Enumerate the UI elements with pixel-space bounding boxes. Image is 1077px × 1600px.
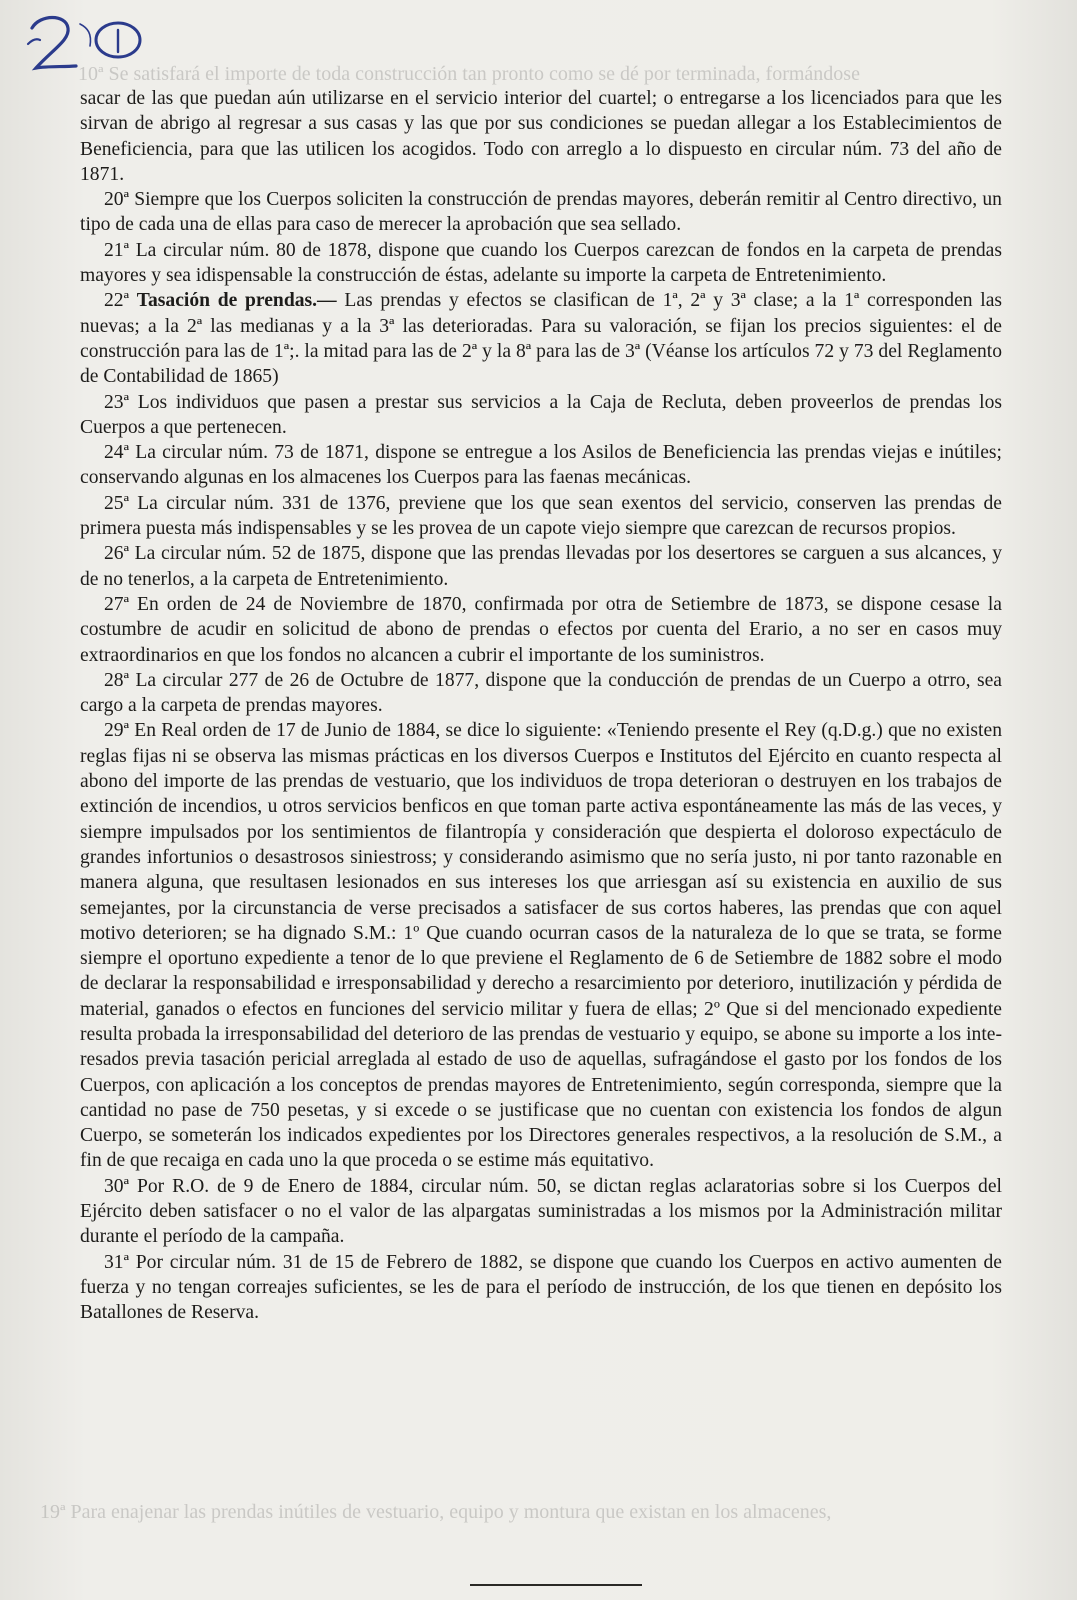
numbered-paragraph <box>80 491 1002 542</box>
paragraph-number: 20ª <box>104 189 129 211</box>
paragraph-number: 26ª <box>104 543 129 565</box>
paragraph-text: Por circular núm. 31 de 15 de Febrero de 1882, se dispone que cuando los Cuerpos en activo aumenten de fuerza y no tengan correajes suficientes, se les de para el período de instrucción, de los que tienen en depósito los Batallones de Reserva. <box>80 1251 1002 1324</box>
numbered-paragraph <box>80 592 1002 668</box>
paragraph-text: Por R.O. de 9 de Enero de 1884, circular núm. 50, se dictan reglas aclaratorias sobre si los Cuerpos del Ejército deben satisfacer o no el valor de las alpargatas suministradas a los mismos por la Administración militar durante el período de la campaña. <box>80 1175 1002 1248</box>
paragraph-heading: Tasación de prendas.— <box>136 290 337 312</box>
numbered-paragraph <box>80 1174 1002 1250</box>
continuation-paragraph <box>80 86 1002 187</box>
paragraph-number: 29ª <box>104 720 129 742</box>
paragraph-number: 27ª <box>104 593 129 615</box>
paragraph-text: En orden de 24 de Noviembre de 1870, confirmada por otra de Setiembre de 1873, se dispone cesase la costumbre de acudir en solicitud de abono de prendas o efectos por cuenta del Erario, a no ser en casos muy extraordinarios en que los fondos no alcancen a cubrir el importante de los suministros. <box>80 593 1002 666</box>
numbered-paragraph <box>80 187 1002 238</box>
paragraph-number: 22ª <box>104 290 129 312</box>
paragraph-text: Los individuos que pasen a prestar sus servicios a la Caja de Recluta, deben proveerlos de prendas los Cuerpos a que pertenecen. <box>80 391 1002 438</box>
paragraph-number: 30ª <box>104 1175 129 1197</box>
paragraph-text: sacar de las que puedan aún utilizarse en el servicio interior del cuartel; o entregarse a los licenciados para que les sirvan de abrigo al regresar a sus casas y las que por sus condiciones se puedan allegar a los Establecimientos de Beneficiencia, para que las utilicen los acogidos. Todo con arreglo a lo dispuesto en circular núm. 73 del año de 1871. <box>80 88 1002 185</box>
paragraph-number: 23ª <box>104 391 129 413</box>
paragraph-text: La circular núm. 52 de 1875, dispone que las prendas llevadas por los desertores se carguen a sus alcances, y de no tenerlos, a la carpeta de Entretenimiento. <box>80 543 1002 590</box>
numbered-paragraph <box>80 390 1002 441</box>
paragraph-number: 31ª <box>104 1251 129 1273</box>
numbered-paragraph <box>80 238 1002 289</box>
numbered-paragraph <box>80 288 1002 389</box>
numbered-paragraph <box>80 541 1002 592</box>
handwritten-annotation-20 <box>18 6 168 78</box>
numbered-paragraph <box>80 668 1002 719</box>
paragraph-text: La circular 277 de 26 de Octubre de 1877, dispone que la conducción de prendas de un Cuerpo a otrro, sea cargo a la carpeta de prendas mayores. <box>80 669 1002 717</box>
paragraph-number: 28ª <box>104 669 129 691</box>
paragraph-number: 25ª <box>104 492 129 514</box>
numbered-paragraph <box>80 718 1002 1173</box>
paragraph-text: La circular núm. 331 de 1376, previene que los que sean exentos del servicio, conserven las prendas de primera puesta más indispensables y se les provea de un capote viejo siempre que carezcan de recursos propios. <box>80 492 1002 540</box>
document-body <box>80 86 1002 1326</box>
paragraph-text: La circular núm. 80 de 1878, dispone que cuando los Cuerpos carezcan de fondos en la carpeta de prendas mayores y sea idispensable la construcción de éstas, adelante su importe la carpeta de Entretenimiento. <box>80 239 1002 287</box>
paragraph-number: 21ª <box>104 239 129 261</box>
closing-rule <box>470 1584 642 1586</box>
paragraph-number: 24ª <box>104 442 129 464</box>
paragraph-text: En Real orden de 17 de Junio de 1884, se dice lo siguiente: «Teniendo presente el Rey (q.D.g.) que no existen reglas fijas ni se observa las mismas prácticas en los diversos Cuerpos e Institutos del Ejército en cuanto respecta al abono del importe de las prendas de vestuario, que los individuos de tropa deterioran o destruyen en los trabajos de extinción de incendios, u otros servicios benficos en que toman parte activa espontáneamente las más de las veces, y siempre impulsados por los sentimientos de filantropía y consideración que despierta el doloroso expectáculo de grandes infortunios o desastrosos siniestross; y considerando asimismo que no sería justo, ni por tanto razonable en manera alguna, que resultasen lesionados en sus intereses los que arriesgan así su existencia en auxilio de sus semejantes, por la circunstancia de verse precisados a satisfacer de sus cortos haberes, las prendas que con aquel motivo deterioren; se ha dignado S.M.: 1º Que cuando ocurran casos de la naturaleza de lo que se trata, se forme siempre el oportuno expediente a tenor de lo que previene el Reglamento de 6 de Setiembre de 1882 sobre el modo de declarar la responsabilidad e irresponsabilidad y derecho a resarcimiento por deterioro, inutilización y pérdida de material, ganados o efectos en funciones del servicio militar y fuera de ellas; 2º Que si del mencionado expediente resulta probada la irresponsabilidad del deterioro de las prendas de vestuario y equipo, se abone su importe a los interesados previa tasación pericial arreglada al estado de uso de aquellas, sufragándose el gasto por los fondos de los Cuerpos, con aplicación a los conceptos de prendas mayores de Entretenimiento, según corresponda, siempre que la cantidad no pase de 750 pesetas, y si excede o se justificase que no cuentan con existencia los fondos de algun Cuerpo, se someterán los indicados expedientes por los Directores generales respectivos, a la resolución de S.M., a fin de que recaiga en cada uno la que proceda o se estime más equitativo. <box>80 720 1002 1172</box>
paragraph-text: Siempre que los Cuerpos soliciten la construcción de prendas mayores, deberán remitir al Centro directivo, un tipo de cada una de ellas para caso de merecer la aprobación que sea sellado. <box>80 189 1002 236</box>
paragraph-text: La circular núm. 73 de 1871, dispone se entregue a los Asilos de Beneficiencia las prendas viejas e inútiles; conservando algunas en los almacenes los Cuerpos para las faenas mecánicas. <box>80 442 1002 489</box>
bleed-through-text-bottom: 19ª Para enajenar las prendas inútiles de vestuario, equipo y montura que existan en los almacenes, <box>40 1501 832 1523</box>
bleed-through-text-top: 10ª Se satisfará el importe de toda construcción tan pronto como se dé por terminada, formándose <box>78 63 860 85</box>
numbered-paragraph <box>80 440 1002 491</box>
paragraph-text: Las prendas y efectos se clasifican de 1ª, 2ª y 3ª clase; a la 1ª corresponden las nuevas; a la 2ª las medianas y a la 3ª las deterioradas. Para su valoración, se fijan los precios siguientes: el de construcción para las de 1ª;. la mitad para las de 2ª y la 8ª para las de 3ª (Véanse los artículos 72 y 73 del Reglamento de Contabilidad de 1865) <box>80 290 1003 388</box>
numbered-paragraph <box>80 1250 1002 1326</box>
